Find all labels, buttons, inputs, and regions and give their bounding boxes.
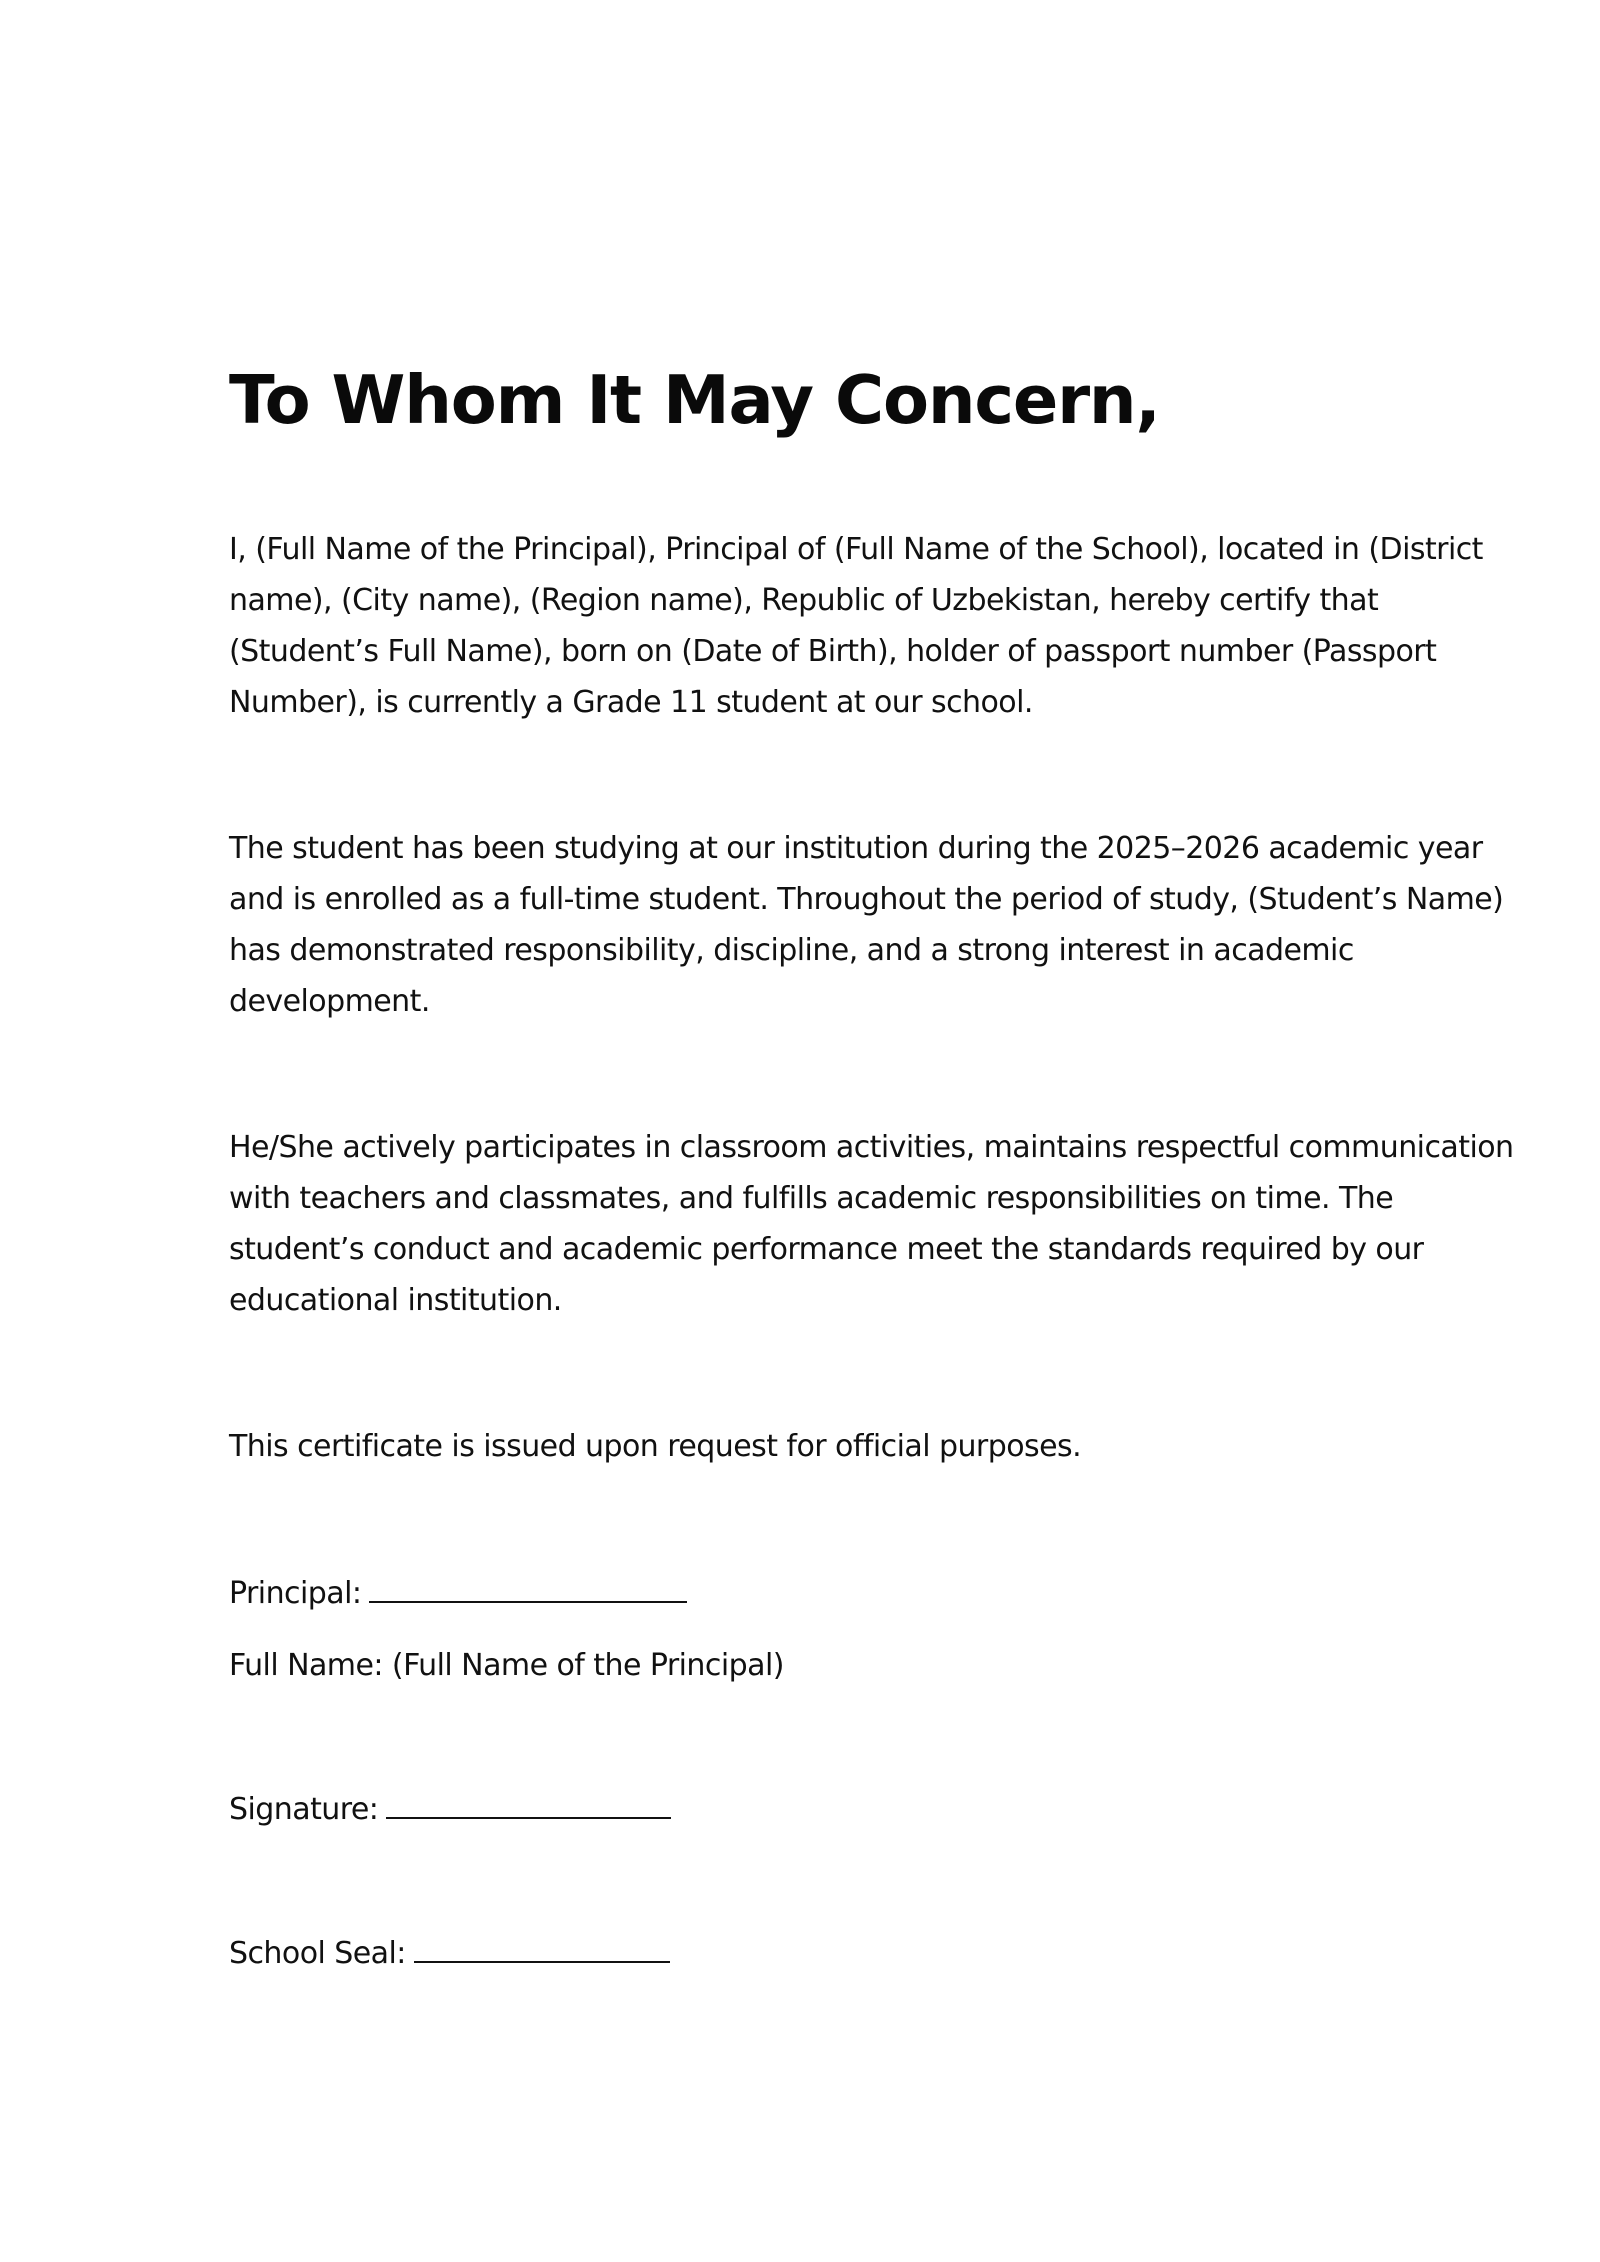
paragraph-enrollment: The student has been studying at our institution during the 2025–2026 academic year and is enrolled as a full-time student. Throughout the period of study, (Student’s Name) has demonstrated responsibility, discipline, and a strong interest in academic development. [229,831,1504,1020]
signature-block [229,1568,1529,1979]
letter-content [229,360,1529,1979]
principal-label: Principal: [229,1576,362,1612]
paragraph-purpose: This certificate is issued upon request for official purposes. [229,1429,1082,1465]
principal-line [229,1568,1529,1619]
signature-line [229,1784,1529,1835]
signature-label: Signature: [229,1792,379,1828]
full-name-line: Full Name: (Full Name of the Principal) [229,1648,784,1684]
signature-blank-line [386,1789,671,1819]
school-seal-label: School Seal: [229,1936,406,1972]
paragraph-certification: I, (Full Name of the Principal), Principal of (Full Name of the School), located in (District name), (City name), (Region name), Republic of Uzbekistan, hereby certify that (Student’s Full Name), born on (Date of Birth), holder of passport number (Passport Number), is currently a Grade 11 student at our school. [229,532,1483,721]
principal-blank-line [369,1573,687,1603]
school-seal-blank-line [414,1933,670,1963]
paragraph-conduct: He/She actively participates in classroom activities, maintains respectful communication with teachers and classmates, and fulfills academic responsibilities on time. The student’s conduct and academic performance meet the standards required by our educational institution. [229,1130,1514,1319]
letter-heading: To Whom It May Concern, [229,361,1160,439]
school-seal-line [229,1928,1529,1979]
letter-body [229,524,1529,1472]
